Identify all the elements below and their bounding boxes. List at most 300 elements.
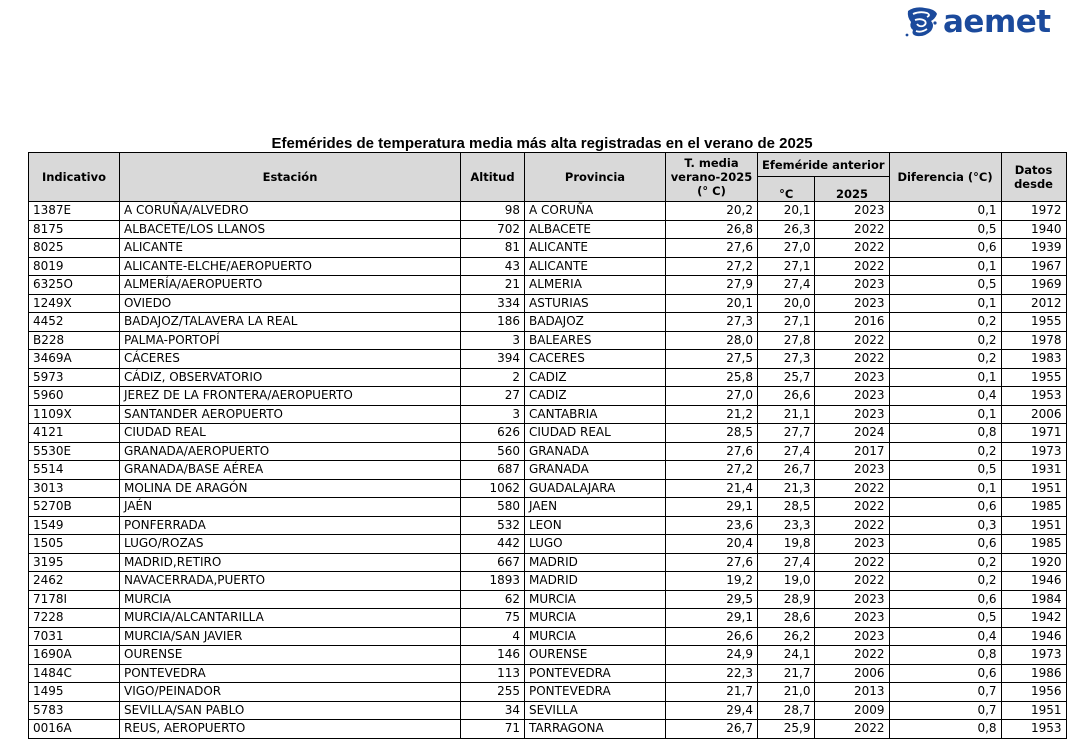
cell-indicativo: 1505 — [29, 535, 120, 554]
cell-t-media: 21,2 — [666, 405, 758, 424]
temperature-records-table — [28, 152, 1067, 739]
cell-ef-celsius: 28,6 — [758, 609, 815, 628]
table-row — [29, 313, 1067, 332]
cell-t-media: 27,2 — [666, 461, 758, 480]
cell-estacion: CIUDAD REAL — [120, 424, 461, 443]
cell-indicativo: 5530E — [29, 442, 120, 461]
cell-datos-desde: 1985 — [1001, 535, 1066, 554]
header-t-media: T. media verano-2025 (° C) — [666, 153, 758, 202]
cell-provincia: CANTABRIA — [525, 405, 666, 424]
cell-provincia: ALICANTE — [525, 257, 666, 276]
cell-ef-year: 2022 — [815, 331, 889, 350]
cell-estacion: MURCIA/ALCANTARILLA — [120, 609, 461, 628]
table-row — [29, 701, 1067, 720]
cell-diferencia: 0,6 — [889, 664, 1001, 683]
table-row — [29, 516, 1067, 535]
cell-ef-year: 2022 — [815, 498, 889, 517]
cell-ef-year: 2022 — [815, 553, 889, 572]
cell-estacion: CÁCERES — [120, 350, 461, 369]
cell-t-media: 29,1 — [666, 498, 758, 517]
page-title — [0, 135, 1084, 152]
cell-indicativo: 6325O — [29, 276, 120, 295]
cell-datos-desde: 1953 — [1001, 387, 1066, 406]
cell-altitud: 560 — [461, 442, 525, 461]
cell-diferencia: 0,1 — [889, 368, 1001, 387]
cell-provincia: CADIZ — [525, 387, 666, 406]
cell-provincia: MURCIA — [525, 590, 666, 609]
cell-datos-desde: 1946 — [1001, 627, 1066, 646]
cell-t-media: 23,6 — [666, 516, 758, 535]
cell-datos-desde: 1953 — [1001, 720, 1066, 739]
cell-ef-year: 2022 — [815, 220, 889, 239]
header-diferencia: Diferencia (°C) — [889, 153, 1001, 202]
cell-datos-desde: 1956 — [1001, 683, 1066, 702]
cell-ef-celsius: 27,3 — [758, 350, 815, 369]
cell-indicativo: 5270B — [29, 498, 120, 517]
cell-provincia: MURCIA — [525, 609, 666, 628]
cell-ef-celsius: 27,4 — [758, 276, 815, 295]
cell-t-media: 29,5 — [666, 590, 758, 609]
cell-diferencia: 0,1 — [889, 294, 1001, 313]
cell-datos-desde: 2006 — [1001, 405, 1066, 424]
cell-diferencia: 0,7 — [889, 701, 1001, 720]
cell-ef-year: 2023 — [815, 609, 889, 628]
cell-altitud: 113 — [461, 664, 525, 683]
cell-indicativo: 5960 — [29, 387, 120, 406]
cell-ef-celsius: 26,6 — [758, 387, 815, 406]
table-row — [29, 387, 1067, 406]
cell-indicativo: 8175 — [29, 220, 120, 239]
cell-diferencia: 0,6 — [889, 535, 1001, 554]
cell-estacion: OURENSE — [120, 646, 461, 665]
cell-altitud: 62 — [461, 590, 525, 609]
brand-name: aemet — [943, 4, 1051, 40]
cell-datos-desde: 1920 — [1001, 553, 1066, 572]
cell-ef-year: 2022 — [815, 239, 889, 258]
cell-altitud: 1062 — [461, 479, 525, 498]
header-altitud: Altitud — [461, 153, 525, 202]
cell-ef-year: 2023 — [815, 276, 889, 295]
cell-provincia: TARRAGONA — [525, 720, 666, 739]
cell-ef-year: 2023 — [815, 590, 889, 609]
cell-datos-desde: 1955 — [1001, 368, 1066, 387]
cell-t-media: 27,0 — [666, 387, 758, 406]
table-row — [29, 276, 1067, 295]
aemet-logo-icon — [905, 5, 939, 39]
cell-ef-celsius: 20,1 — [758, 202, 815, 221]
cell-indicativo: 1109X — [29, 405, 120, 424]
header-indicativo: Indicativo — [29, 153, 120, 202]
cell-provincia: ASTURIAS — [525, 294, 666, 313]
cell-ef-celsius: 28,7 — [758, 701, 815, 720]
table-row — [29, 553, 1067, 572]
cell-indicativo: 5973 — [29, 368, 120, 387]
cell-estacion: A CORUÑA/ALVEDRO — [120, 202, 461, 221]
cell-datos-desde: 1951 — [1001, 516, 1066, 535]
cell-ef-celsius: 23,3 — [758, 516, 815, 535]
cell-estacion: PALMA-PORTOPÍ — [120, 331, 461, 350]
cell-t-media: 26,6 — [666, 627, 758, 646]
cell-diferencia: 0,7 — [889, 683, 1001, 702]
cell-ef-celsius: 20,0 — [758, 294, 815, 313]
cell-diferencia: 0,2 — [889, 553, 1001, 572]
header-estacion: Estación — [120, 153, 461, 202]
cell-ef-celsius: 26,2 — [758, 627, 815, 646]
table-row — [29, 627, 1067, 646]
cell-altitud: 702 — [461, 220, 525, 239]
cell-diferencia: 0,2 — [889, 331, 1001, 350]
cell-ef-celsius: 19,0 — [758, 572, 815, 591]
cell-datos-desde: 1969 — [1001, 276, 1066, 295]
cell-t-media: 27,5 — [666, 350, 758, 369]
cell-estacion: ALBACETE/LOS LLANOS — [120, 220, 461, 239]
cell-provincia: ALMERIA — [525, 276, 666, 295]
cell-diferencia: 0,6 — [889, 498, 1001, 517]
cell-estacion: PONTEVEDRA — [120, 664, 461, 683]
cell-ef-celsius: 27,7 — [758, 424, 815, 443]
table-row — [29, 239, 1067, 258]
table-row — [29, 350, 1067, 369]
table-row — [29, 479, 1067, 498]
cell-diferencia: 0,5 — [889, 609, 1001, 628]
table-row — [29, 294, 1067, 313]
cell-datos-desde: 1971 — [1001, 424, 1066, 443]
cell-t-media: 21,4 — [666, 479, 758, 498]
cell-ef-year: 2024 — [815, 424, 889, 443]
cell-datos-desde: 1972 — [1001, 202, 1066, 221]
cell-datos-desde: 1973 — [1001, 646, 1066, 665]
cell-indicativo: 8025 — [29, 239, 120, 258]
cell-diferencia: 0,8 — [889, 720, 1001, 739]
cell-ef-year: 2023 — [815, 202, 889, 221]
cell-datos-desde: 1931 — [1001, 461, 1066, 480]
cell-provincia: SEVILLA — [525, 701, 666, 720]
cell-altitud: 255 — [461, 683, 525, 702]
cell-diferencia: 0,1 — [889, 202, 1001, 221]
cell-t-media: 27,2 — [666, 257, 758, 276]
cell-datos-desde: 2012 — [1001, 294, 1066, 313]
cell-t-media: 21,7 — [666, 683, 758, 702]
cell-estacion: BADAJOZ/TALAVERA LA REAL — [120, 313, 461, 332]
header-provincia: Provincia — [525, 153, 666, 202]
cell-provincia: MADRID — [525, 553, 666, 572]
cell-t-media: 26,8 — [666, 220, 758, 239]
cell-ef-celsius: 21,1 — [758, 405, 815, 424]
cell-ef-celsius: 27,8 — [758, 331, 815, 350]
cell-altitud: 21 — [461, 276, 525, 295]
cell-indicativo: 4121 — [29, 424, 120, 443]
cell-altitud: 81 — [461, 239, 525, 258]
cell-altitud: 687 — [461, 461, 525, 480]
cell-t-media: 27,6 — [666, 442, 758, 461]
cell-ef-year: 2022 — [815, 479, 889, 498]
cell-ef-year: 2016 — [815, 313, 889, 332]
header-ef-year: 2025 — [815, 177, 889, 202]
cell-indicativo: 1249X — [29, 294, 120, 313]
cell-altitud: 186 — [461, 313, 525, 332]
aemet-logo — [905, 4, 1051, 40]
table-row — [29, 664, 1067, 683]
cell-ef-year: 2023 — [815, 405, 889, 424]
cell-estacion: MURCIA/SAN JAVIER — [120, 627, 461, 646]
table-row — [29, 535, 1067, 554]
cell-estacion: NAVACERRADA,PUERTO — [120, 572, 461, 591]
cell-altitud: 442 — [461, 535, 525, 554]
cell-datos-desde: 1951 — [1001, 479, 1066, 498]
table-row — [29, 590, 1067, 609]
cell-indicativo: 5514 — [29, 461, 120, 480]
cell-datos-desde: 1986 — [1001, 664, 1066, 683]
cell-estacion: SEVILLA/SAN PABLO — [120, 701, 461, 720]
cell-ef-celsius: 26,3 — [758, 220, 815, 239]
cell-provincia: LEON — [525, 516, 666, 535]
table-row — [29, 368, 1067, 387]
cell-indicativo: 1549 — [29, 516, 120, 535]
cell-t-media: 27,9 — [666, 276, 758, 295]
cell-estacion: PONFERRADA — [120, 516, 461, 535]
cell-ef-year: 2022 — [815, 350, 889, 369]
cell-provincia: GRANADA — [525, 442, 666, 461]
table-row — [29, 683, 1067, 702]
cell-diferencia: 0,6 — [889, 239, 1001, 258]
cell-estacion: ALICANTE — [120, 239, 461, 258]
cell-t-media: 20,1 — [666, 294, 758, 313]
cell-altitud: 394 — [461, 350, 525, 369]
cell-ef-celsius: 24,1 — [758, 646, 815, 665]
cell-diferencia: 0,2 — [889, 313, 1001, 332]
cell-provincia: ALICANTE — [525, 239, 666, 258]
cell-datos-desde: 1985 — [1001, 498, 1066, 517]
cell-t-media: 27,6 — [666, 239, 758, 258]
cell-indicativo: 1484C — [29, 664, 120, 683]
cell-provincia: CIUDAD REAL — [525, 424, 666, 443]
cell-ef-celsius: 27,4 — [758, 442, 815, 461]
cell-ef-year: 2006 — [815, 664, 889, 683]
cell-t-media: 25,8 — [666, 368, 758, 387]
cell-diferencia: 0,2 — [889, 350, 1001, 369]
cell-altitud: 2 — [461, 368, 525, 387]
table-row — [29, 331, 1067, 350]
cell-indicativo: 7228 — [29, 609, 120, 628]
cell-estacion: REUS, AEROPUERTO — [120, 720, 461, 739]
cell-altitud: 43 — [461, 257, 525, 276]
cell-datos-desde: 1939 — [1001, 239, 1066, 258]
cell-ef-year: 2023 — [815, 627, 889, 646]
cell-estacion: GRANADA/BASE AÉREA — [120, 461, 461, 480]
cell-estacion: ALICANTE-ELCHE/AEROPUERTO — [120, 257, 461, 276]
cell-indicativo: B228 — [29, 331, 120, 350]
cell-indicativo: 0016A — [29, 720, 120, 739]
cell-datos-desde: 1978 — [1001, 331, 1066, 350]
cell-estacion: OVIEDO — [120, 294, 461, 313]
cell-provincia: GRANADA — [525, 461, 666, 480]
title-text: Efemérides de temperatura media más alta registradas en el verano de 2025 — [271, 135, 813, 152]
cell-ef-year: 2022 — [815, 516, 889, 535]
table-row — [29, 220, 1067, 239]
cell-estacion: MADRID,RETIRO — [120, 553, 461, 572]
cell-ef-year: 2023 — [815, 535, 889, 554]
cell-datos-desde: 1973 — [1001, 442, 1066, 461]
table-row — [29, 202, 1067, 221]
cell-estacion: GRANADA/AEROPUERTO — [120, 442, 461, 461]
cell-datos-desde: 1967 — [1001, 257, 1066, 276]
cell-ef-year: 2022 — [815, 646, 889, 665]
header-ef-celsius: °C — [758, 177, 815, 202]
cell-ef-celsius: 28,5 — [758, 498, 815, 517]
cell-ef-celsius: 27,1 — [758, 313, 815, 332]
cell-datos-desde: 1942 — [1001, 609, 1066, 628]
cell-diferencia: 0,5 — [889, 220, 1001, 239]
cell-ef-year: 2023 — [815, 387, 889, 406]
cell-datos-desde: 1946 — [1001, 572, 1066, 591]
table-row — [29, 720, 1067, 739]
cell-altitud: 3 — [461, 331, 525, 350]
cell-ef-year: 2009 — [815, 701, 889, 720]
cell-indicativo: 8019 — [29, 257, 120, 276]
cell-diferencia: 0,2 — [889, 572, 1001, 591]
cell-estacion: MOLINA DE ARAGÓN — [120, 479, 461, 498]
cell-ef-year: 2023 — [815, 461, 889, 480]
cell-ef-celsius: 27,4 — [758, 553, 815, 572]
table-row — [29, 424, 1067, 443]
cell-indicativo: 1495 — [29, 683, 120, 702]
cell-ef-celsius: 27,0 — [758, 239, 815, 258]
cell-diferencia: 0,4 — [889, 387, 1001, 406]
cell-ef-celsius: 26,7 — [758, 461, 815, 480]
cell-ef-year: 2017 — [815, 442, 889, 461]
table-row — [29, 646, 1067, 665]
header-efemeride-anterior: Efeméride anterior — [758, 153, 890, 177]
cell-altitud: 4 — [461, 627, 525, 646]
cell-indicativo: 4452 — [29, 313, 120, 332]
cell-ef-celsius: 21,0 — [758, 683, 815, 702]
cell-diferencia: 0,3 — [889, 516, 1001, 535]
cell-altitud: 3 — [461, 405, 525, 424]
cell-provincia: OURENSE — [525, 646, 666, 665]
cell-estacion: SANTANDER AEROPUERTO — [120, 405, 461, 424]
cell-estacion: LUGO/ROZAS — [120, 535, 461, 554]
cell-estacion: CÁDIZ, OBSERVATORIO — [120, 368, 461, 387]
cell-datos-desde: 1940 — [1001, 220, 1066, 239]
cell-ef-year: 2023 — [815, 368, 889, 387]
cell-ef-year: 2022 — [815, 257, 889, 276]
table-row — [29, 498, 1067, 517]
cell-altitud: 27 — [461, 387, 525, 406]
cell-provincia: LUGO — [525, 535, 666, 554]
cell-diferencia: 0,8 — [889, 646, 1001, 665]
cell-provincia: BALEARES — [525, 331, 666, 350]
cell-datos-desde: 1984 — [1001, 590, 1066, 609]
cell-provincia: CACERES — [525, 350, 666, 369]
cell-ef-celsius: 25,9 — [758, 720, 815, 739]
cell-provincia: A CORUÑA — [525, 202, 666, 221]
cell-indicativo: 1690A — [29, 646, 120, 665]
cell-provincia: CADIZ — [525, 368, 666, 387]
cell-altitud: 334 — [461, 294, 525, 313]
cell-diferencia: 0,2 — [889, 442, 1001, 461]
cell-ef-celsius: 27,1 — [758, 257, 815, 276]
cell-datos-desde: 1955 — [1001, 313, 1066, 332]
cell-altitud: 34 — [461, 701, 525, 720]
cell-estacion: JEREZ DE LA FRONTERA/AEROPUERTO — [120, 387, 461, 406]
cell-t-media: 29,1 — [666, 609, 758, 628]
cell-diferencia: 0,4 — [889, 627, 1001, 646]
cell-provincia: ALBACETE — [525, 220, 666, 239]
table-body — [29, 202, 1067, 739]
cell-altitud: 667 — [461, 553, 525, 572]
cell-datos-desde: 1951 — [1001, 701, 1066, 720]
cell-indicativo: 5783 — [29, 701, 120, 720]
cell-diferencia: 0,5 — [889, 461, 1001, 480]
cell-datos-desde: 1983 — [1001, 350, 1066, 369]
cell-provincia: JAEN — [525, 498, 666, 517]
cell-estacion: ALMERÍA/AEROPUERTO — [120, 276, 461, 295]
cell-provincia: PONTEVEDRA — [525, 664, 666, 683]
cell-indicativo: 3469A — [29, 350, 120, 369]
cell-indicativo: 3195 — [29, 553, 120, 572]
cell-altitud: 98 — [461, 202, 525, 221]
cell-provincia: PONTEVEDRA — [525, 683, 666, 702]
cell-estacion: VIGO/PEINADOR — [120, 683, 461, 702]
cell-ef-celsius: 21,7 — [758, 664, 815, 683]
cell-diferencia: 0,5 — [889, 276, 1001, 295]
cell-ef-year: 2022 — [815, 572, 889, 591]
cell-ef-celsius: 25,7 — [758, 368, 815, 387]
cell-estacion: MURCIA — [120, 590, 461, 609]
cell-indicativo: 7031 — [29, 627, 120, 646]
table-row — [29, 442, 1067, 461]
cell-t-media: 26,7 — [666, 720, 758, 739]
cell-estacion: JAÉN — [120, 498, 461, 517]
cell-t-media: 28,0 — [666, 331, 758, 350]
cell-t-media: 20,2 — [666, 202, 758, 221]
cell-indicativo: 7178I — [29, 590, 120, 609]
cell-diferencia: 0,1 — [889, 405, 1001, 424]
cell-indicativo: 3013 — [29, 479, 120, 498]
cell-altitud: 532 — [461, 516, 525, 535]
table-row — [29, 257, 1067, 276]
cell-t-media: 29,4 — [666, 701, 758, 720]
table-row — [29, 609, 1067, 628]
cell-diferencia: 0,1 — [889, 479, 1001, 498]
cell-altitud: 626 — [461, 424, 525, 443]
cell-ef-year: 2013 — [815, 683, 889, 702]
cell-diferencia: 0,1 — [889, 257, 1001, 276]
cell-ef-celsius: 19,8 — [758, 535, 815, 554]
cell-diferencia: 0,8 — [889, 424, 1001, 443]
cell-diferencia: 0,6 — [889, 590, 1001, 609]
cell-altitud: 146 — [461, 646, 525, 665]
cell-provincia: BADAJOZ — [525, 313, 666, 332]
cell-indicativo: 1387E — [29, 202, 120, 221]
cell-ef-year: 2023 — [815, 294, 889, 313]
table-row — [29, 405, 1067, 424]
cell-ef-celsius: 21,3 — [758, 479, 815, 498]
cell-indicativo: 2462 — [29, 572, 120, 591]
cell-t-media: 27,3 — [666, 313, 758, 332]
cell-t-media: 22,3 — [666, 664, 758, 683]
table-row — [29, 572, 1067, 591]
table-row — [29, 461, 1067, 480]
cell-provincia: GUADALAJARA — [525, 479, 666, 498]
cell-t-media: 28,5 — [666, 424, 758, 443]
cell-ef-celsius: 28,9 — [758, 590, 815, 609]
header-datos-desde: Datos desde — [1001, 153, 1066, 202]
cell-ef-year: 2022 — [815, 720, 889, 739]
cell-altitud: 71 — [461, 720, 525, 739]
cell-altitud: 580 — [461, 498, 525, 517]
cell-t-media: 20,4 — [666, 535, 758, 554]
